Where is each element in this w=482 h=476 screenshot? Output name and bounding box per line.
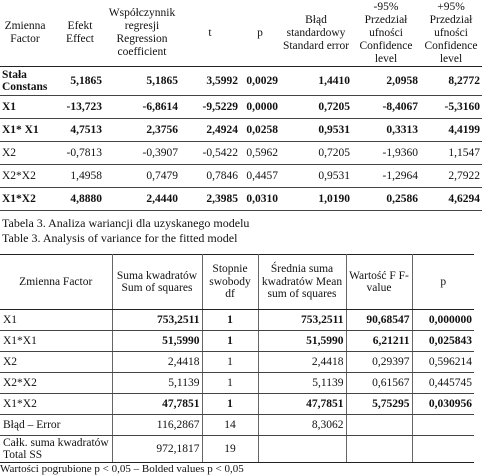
effect-cell: 5,1865 [70,75,102,87]
coefficient-cell: 2,4440 [146,193,178,205]
ci-low-cell: -8,4067 [382,101,418,113]
sum-of-squares-cell: 972,1817 [112,436,202,463]
effect-cell: -0,7813 [66,147,102,159]
mean-squares-cell [258,436,346,463]
factor-cell: X1*X1 [0,331,112,352]
coefficient-cell: -6,8614 [142,101,178,113]
coefficient-cell: 2,3756 [146,124,178,136]
anova-header-sum-of-squares: Suma kwadratów Sum of squares [112,255,202,310]
anova-header-p: p [412,255,474,310]
regression-row [0,165,482,188]
p-cell: 0,445745 [412,373,474,394]
p-cell [412,415,474,436]
regression-header-p: p [240,0,280,67]
ci-low-cell: -1,2964 [382,170,418,182]
anova-row [0,310,474,331]
df-cell: 14 [202,415,258,436]
factor-cell: Błąd – Error [0,415,112,436]
ci-high-cell: 8,2772 [448,75,480,87]
factor-cell: X1*X2 [2,193,36,205]
sum-of-squares-cell: 753,2511 [112,310,202,331]
regression-row [0,188,482,211]
table-caption-polish: Tabela 3. Analiza wariancji dla uzyskanego modelu [2,216,250,230]
mean-squares-cell: 51,5990 [258,331,346,352]
sum-of-squares-cell: 5,1139 [112,373,202,394]
std-error-cell: 0,9531 [318,170,350,182]
regression-header-coefficient: Współczynnik regresji Regression coefficient [104,0,180,67]
p-cell: 0,0258 [246,124,278,136]
anova-row [0,436,474,463]
anova-header-row [0,255,474,310]
anova-header-factor: Zmienna Factor [0,255,112,310]
anova-row [0,373,474,394]
effect-cell: 1,4958 [70,170,102,182]
ci-high-cell: 1,1547 [448,147,480,159]
anova-header-f-value: Wartość F F- value [346,255,412,310]
factor-cell: X1* X1 [2,124,39,136]
t-cell: 2,4924 [206,124,238,136]
factor-cell: Stała Constans [2,69,48,93]
std-error-cell: 0,9531 [318,124,350,136]
std-error-cell: 0,7205 [318,101,350,113]
ci-low-cell: 2,0958 [386,75,418,87]
factor-cell: X2*X2 [0,373,112,394]
sum-of-squares-cell: 116,2867 [112,415,202,436]
regression-header-factor: Zmienna Factor [0,0,56,67]
effect-cell: 4,7513 [70,124,102,136]
mean-squares-cell: 2,4418 [258,352,346,373]
f-value-cell: 90,68547 [346,310,412,331]
regression-header-t: t [180,0,240,67]
p-cell: 0,0310 [246,193,278,205]
anova-row [0,331,474,352]
ci-low-cell: -1,9360 [382,147,418,159]
t-cell: 0,7846 [206,170,238,182]
regression-row [0,67,482,96]
factor-cell: X2 [2,147,17,159]
factor-cell: X1 [0,310,112,331]
footnote: Wartości pogrubione p < 0,05 – Bolded values p < 0,05 [0,463,244,475]
df-cell: 1 [202,373,258,394]
regression-table-body [0,67,482,211]
f-value-cell: 6,21211 [346,331,412,352]
coefficient-cell: 5,1865 [146,75,178,87]
df-cell: 1 [202,352,258,373]
regression-row [0,119,482,142]
p-cell: 0,025843 [412,331,474,352]
regression-header-ci-high: +95% Przedział ufności Confidence level [420,0,482,67]
t-cell: -9,5229 [202,101,238,113]
mean-squares-cell: 47,7851 [258,394,346,415]
anova-row [0,394,474,415]
p-cell [412,436,474,463]
p-cell: 0,030956 [412,394,474,415]
regression-header-effect: Efekt Effect [56,0,104,67]
anova-table-body [0,310,474,463]
regression-header-ci-low: -95% Przedział ufności Confidence level [352,0,420,67]
df-cell: 19 [202,436,258,463]
p-cell: 0,000000 [412,310,474,331]
sum-of-squares-cell: 47,7851 [112,394,202,415]
ci-low-cell: 0,3313 [386,124,418,136]
ci-high-cell: 2,7922 [448,170,480,182]
factor-cell: X2*X2 [2,170,36,182]
mean-squares-cell: 5,1139 [258,373,346,394]
f-value-cell [346,415,412,436]
regression-row [0,96,482,119]
std-error-cell: 0,7205 [318,147,350,159]
regression-header-std-error: Błąd standardowy Standard error [280,0,352,67]
p-cell: 0,0000 [246,101,278,113]
p-cell: 0,596214 [412,352,474,373]
t-cell: -0,5422 [202,147,238,159]
anova-row [0,352,474,373]
coefficient-cell: -0,3907 [142,147,178,159]
anova-header-df: Stopnie swobody df [202,255,258,310]
p-cell: 0,4457 [246,170,278,182]
std-error-cell: 1,0190 [318,193,350,205]
p-cell: 0,5962 [246,147,278,159]
f-value-cell: 0,29397 [346,352,412,373]
factor-cell: X1 [2,101,17,113]
mean-squares-cell: 8,3062 [258,415,346,436]
p-cell: 0,0029 [246,75,278,87]
anova-header-mean-squares: Średnia suma kwadratów Mean sum of squares [258,255,346,310]
f-value-cell: 5,75295 [346,394,412,415]
coefficient-cell: 0,7479 [146,170,178,182]
anova-table [0,254,474,463]
df-cell: 1 [202,331,258,352]
factor-cell: X2 [0,352,112,373]
factor-cell: X1*X2 [0,394,112,415]
ci-high-cell: 4,6294 [448,193,480,205]
effect-cell: 4,8880 [70,193,102,205]
regression-header-row [0,0,482,67]
ci-high-cell: -5,3160 [444,101,480,113]
sum-of-squares-cell: 2,4418 [112,352,202,373]
t-cell: 2,3985 [206,193,238,205]
ci-high-cell: 4,4199 [448,124,480,136]
table-caption-english: Table 3. Analysis of variance for the fitted model [2,231,238,245]
ci-low-cell: 0,2586 [386,193,418,205]
f-value-cell: 0,61567 [346,373,412,394]
effect-cell: -13,723 [66,101,102,113]
regression-row [0,142,482,165]
anova-row [0,415,474,436]
df-cell: 1 [202,310,258,331]
df-cell: 1 [202,394,258,415]
regression-table [0,0,482,211]
factor-cell: Całk. suma kwadratów Total SS [0,436,112,463]
sum-of-squares-cell: 51,5990 [112,331,202,352]
mean-squares-cell: 753,2511 [258,310,346,331]
std-error-cell: 1,4410 [318,75,350,87]
f-value-cell [346,436,412,463]
t-cell: 3,5992 [206,75,238,87]
